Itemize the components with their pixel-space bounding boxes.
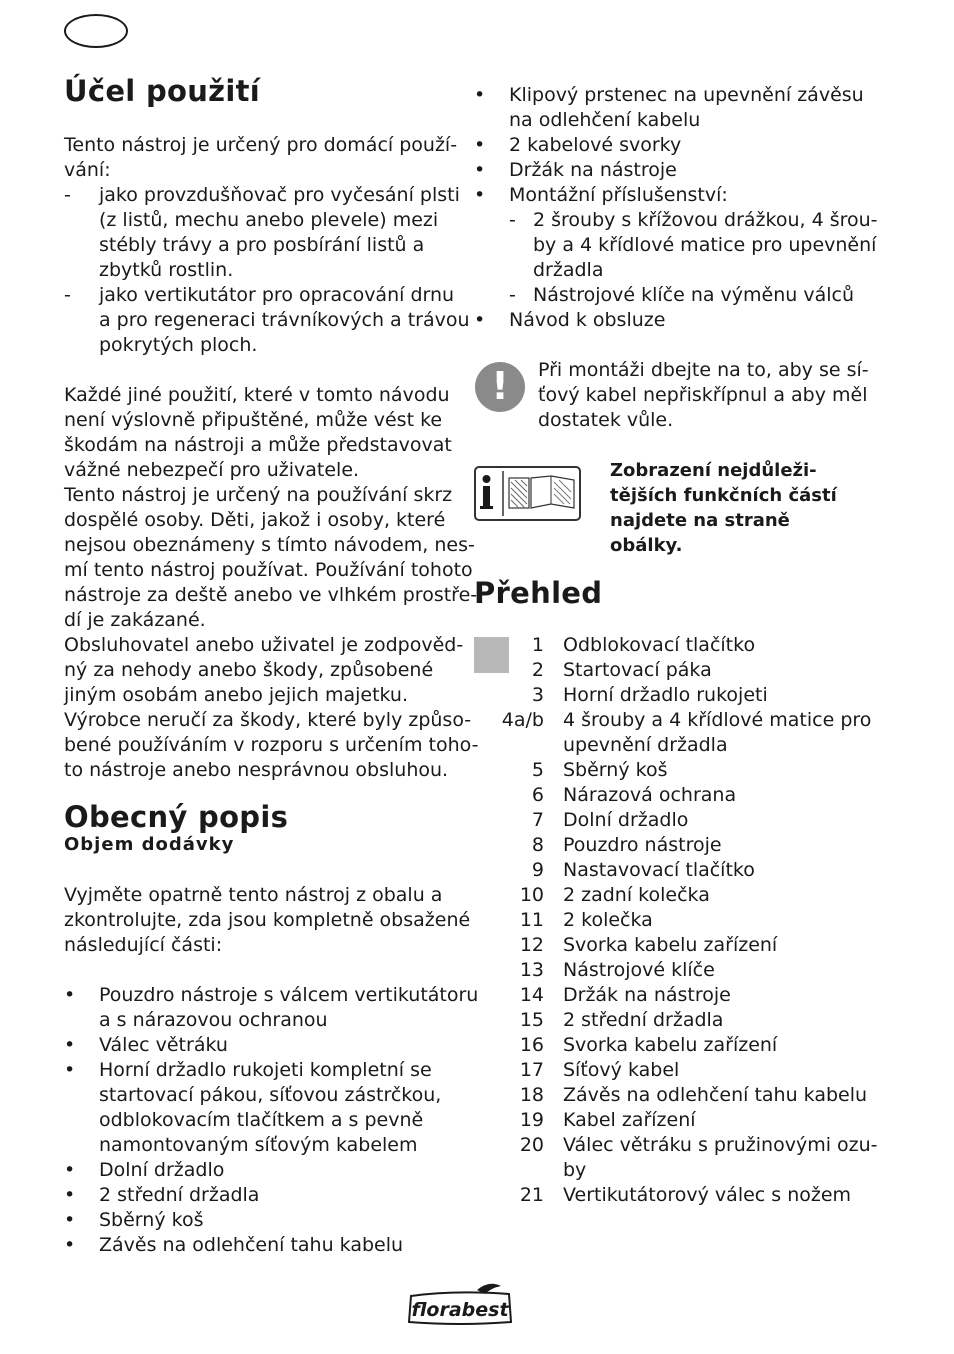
list-item <box>474 983 874 1008</box>
list-item <box>474 183 874 208</box>
list-item <box>474 1183 874 1208</box>
text-line: Návod k obsluze <box>509 309 666 331</box>
list-item <box>474 858 874 883</box>
text-line: jako provzdušňovač pro vyčesání plsti <box>99 184 460 206</box>
text-line: nejsou obeznámeny s tímto návodem, nes- <box>64 534 475 556</box>
item-number: 5 <box>531 759 544 781</box>
text-line: Tento nástroj je určený na používání skrz <box>64 484 453 506</box>
list-item <box>474 1133 878 1183</box>
text-line: Držák na nástroje <box>509 159 677 181</box>
text-line: obálky. <box>610 535 683 556</box>
list-item <box>474 833 874 858</box>
item-number: 1 <box>531 634 544 656</box>
item-number: 2 <box>531 659 544 681</box>
text-line: upevnění držadla <box>563 734 728 756</box>
info-book-icon <box>474 466 581 521</box>
item-number: 14 <box>519 984 544 1006</box>
text-line: Montážní příslušenství: <box>509 184 728 206</box>
text-line: Sběrný koš <box>99 1209 204 1231</box>
text-line: Závěs na odlehčení tahu kabelu <box>99 1234 404 1256</box>
list-item <box>64 1033 454 1058</box>
uses-list <box>64 183 470 358</box>
text-line: to nástroje anebo nesprávnou obsluhou. <box>64 759 449 781</box>
bullet-mark: • <box>474 84 486 106</box>
list-item <box>64 1233 454 1258</box>
text-line: Horní držadlo rukojeti kompletní se <box>99 1059 432 1081</box>
usage-paragraph <box>64 383 479 783</box>
text-line: zbytků rostlin. <box>99 259 234 281</box>
item-number: 4a/b <box>501 709 544 731</box>
text-line: startovací pákou, síťovou zástrčkou, <box>99 1084 442 1106</box>
list-item <box>474 908 874 933</box>
text-line: Válec větráku s pružinovými ozu- <box>563 1134 878 1156</box>
logo-text: florabest <box>411 1299 509 1321</box>
text-line: 2 šrouby s křížovou drážkou, 4 šrou- <box>533 209 878 231</box>
list-item <box>64 983 479 1033</box>
text-line: Horní držadlo rukojeti <box>563 684 768 706</box>
list-item <box>474 783 874 808</box>
item-number: 10 <box>519 884 544 906</box>
list-item <box>474 133 874 158</box>
text-line: Vyjměte opatrně tento nástroj z obalu a <box>64 884 443 906</box>
item-number: 16 <box>519 1034 544 1056</box>
list-item <box>474 633 874 658</box>
text-line: Nárazová ochrana <box>563 784 737 806</box>
text-line: Nastavovací tlačítko <box>563 859 755 881</box>
text-line: Svorka kabelu zařízení <box>563 934 778 956</box>
bullet-mark: • <box>474 159 486 181</box>
bullet-mark: • <box>64 984 76 1006</box>
list-item <box>474 683 874 708</box>
text-line: stébly trávy a pro posbírání listů a <box>99 234 425 256</box>
list-item <box>474 933 874 958</box>
list-item <box>474 758 874 783</box>
text-line: a pro regeneraci trávníkových a trávou <box>99 309 470 331</box>
language-badge <box>64 14 128 48</box>
text-line: Nástrojové klíče <box>563 959 715 981</box>
text-line: Závěs na odlehčení tahu kabelu <box>563 1084 868 1106</box>
list-item <box>474 1108 874 1133</box>
text-line: Výrobce neručí za škody, které byly způso- <box>64 709 472 731</box>
text-line: 2 střední držadla <box>563 1009 724 1031</box>
list-item <box>474 1008 874 1033</box>
list-item <box>64 1208 454 1233</box>
text-line: dí je zakázané. <box>64 609 206 631</box>
text-line: Každé jiné použití, které v tomto návodu <box>64 384 450 406</box>
dash-mark: - <box>509 284 516 306</box>
item-number: 12 <box>519 934 544 956</box>
text-line: vážné nebezpečí pro uživatele. <box>64 459 360 481</box>
list-item <box>474 1058 874 1083</box>
text-line: Držák na nástroje <box>563 984 731 1006</box>
text-line: na odlehčení kabelu <box>509 109 701 131</box>
text-line: škodám na nástroji a může představovat <box>64 434 452 456</box>
list-item <box>474 883 874 908</box>
text-line: Válec větráku <box>99 1034 228 1056</box>
text-line: Odblokovací tlačítko <box>563 634 756 656</box>
text-line: Kabel zařízení <box>563 1109 696 1131</box>
text-line: pokrytých ploch. <box>99 334 258 356</box>
text-line: nástroje za deště anebo ve vlhkém prostře- <box>64 584 478 606</box>
florabest-logo <box>405 1282 517 1328</box>
text-line: Síťový kabel <box>563 1059 680 1081</box>
info-text <box>610 458 870 558</box>
text-line: 2 kabelové svorky <box>509 134 682 156</box>
item-number: 18 <box>519 1084 544 1106</box>
bullet-mark: • <box>64 1159 76 1181</box>
dash-mark: - <box>509 209 516 231</box>
text-line: Klipový prstenec na upevnění závěsu <box>509 84 864 106</box>
bullet-mark: • <box>474 309 486 331</box>
list-item <box>474 1083 874 1108</box>
text-line: a s nárazovou ochranou <box>99 1009 328 1031</box>
text-line: Zobrazení nejdůleži- <box>610 460 817 481</box>
item-number: 9 <box>531 859 544 881</box>
text-line: Vertikutátorový válec s nožem <box>563 1184 852 1206</box>
text-line: ný za nehody anebo škody, způsobené <box>64 659 434 681</box>
text-line: 2 kolečka <box>563 909 653 931</box>
text-line: (z listů, mechu anebo plevele) mezi <box>99 209 439 231</box>
text-line: jako vertikutátor pro opracování drnu <box>99 284 455 306</box>
list-item <box>64 1158 454 1183</box>
text-line: Nástrojové klíče na výměnu válců <box>533 284 855 306</box>
list-item <box>64 183 460 283</box>
text-line: Dolní držadlo <box>563 809 689 831</box>
text-line: Startovací páka <box>563 659 712 681</box>
text-line: tějších funkčních částí <box>610 485 837 506</box>
list-item <box>64 1183 454 1208</box>
item-number: 13 <box>519 959 544 981</box>
text-line: Svorka kabelu zařízení <box>563 1034 778 1056</box>
text-line: najdete na straně <box>610 510 790 531</box>
item-number: 17 <box>519 1059 544 1081</box>
list-item <box>474 658 874 683</box>
warning-text <box>538 358 868 433</box>
item-number: 21 <box>519 1184 544 1206</box>
text-line: by a 4 křídlové matice pro upevnění <box>533 234 877 256</box>
text-line: 2 zadní kolečka <box>563 884 710 906</box>
subheading-delivery: Objem dodávky <box>64 834 235 855</box>
text-line: Pouzdro nástroje s válcem vertikutátoru <box>99 984 479 1006</box>
text-line: odblokovacím tlačítkem a s pevně <box>99 1109 424 1131</box>
list-item <box>474 83 874 133</box>
text-line: bené používáním v rozporu s určením toho- <box>64 734 479 756</box>
list-item <box>474 1033 874 1058</box>
heading-general-description: Obecný popis <box>64 800 289 834</box>
bullet-mark: • <box>64 1034 76 1056</box>
intended-use-intro <box>64 133 458 183</box>
text-line: dostatek vůle. <box>538 409 674 431</box>
text-line: dospělé osoby. Děti, jakož i osoby, které <box>64 509 446 531</box>
text-line: Dolní držadlo <box>99 1159 225 1181</box>
accessories-list <box>474 83 878 333</box>
item-number: 20 <box>519 1134 544 1156</box>
text-line: Při montáži dbejte na to, aby se sí- <box>538 359 869 381</box>
list-item <box>474 308 874 333</box>
text-line: Pouzdro nástroje <box>563 834 722 856</box>
text-line: držadla <box>533 259 604 281</box>
list-item <box>474 958 874 983</box>
item-number: 15 <box>519 1009 544 1031</box>
bullet-mark: • <box>64 1184 76 1206</box>
delivery-list <box>64 983 479 1258</box>
text-line: vání: <box>64 159 111 181</box>
text-line: namontovaným síťovým kabelem <box>99 1134 418 1156</box>
dash-mark: - <box>64 184 71 206</box>
text-line: není výslovně připuštěné, může vést ke <box>64 409 443 431</box>
text-line: Sběrný koš <box>563 759 668 781</box>
item-number: 11 <box>519 909 544 931</box>
text-line: jiným osobám anebo jejich majetku. <box>64 684 409 706</box>
item-number: 6 <box>531 784 544 806</box>
list-item <box>64 283 470 358</box>
text-line: by <box>563 1159 587 1181</box>
list-item <box>474 158 874 183</box>
list-item <box>64 1058 454 1158</box>
dash-mark: - <box>64 284 71 306</box>
item-number: 19 <box>519 1109 544 1131</box>
list-item <box>509 208 878 283</box>
heading-intended-use: Účel použití <box>64 74 260 108</box>
delivery-intro <box>64 883 471 958</box>
text-line: zkontrolujte, zda jsou kompletně obsažené <box>64 909 471 931</box>
bullet-mark: • <box>474 134 486 156</box>
overview-list <box>474 633 878 1208</box>
text-line: následující části: <box>64 934 223 956</box>
bullet-mark: • <box>64 1059 76 1081</box>
text-line: mí tento nástroj používat. Používání tohoto <box>64 559 473 581</box>
bullet-mark: • <box>474 184 486 206</box>
item-number: 7 <box>531 809 544 831</box>
text-line: ťový kabel nepřiskřípnul a aby měl <box>538 384 868 406</box>
list-item <box>474 708 874 758</box>
heading-overview: Přehled <box>474 576 603 610</box>
item-number: 8 <box>531 834 544 856</box>
bullet-mark: • <box>64 1209 76 1231</box>
list-item <box>509 283 874 308</box>
list-item <box>474 808 874 833</box>
item-number: 3 <box>531 684 544 706</box>
text-line: 4 šrouby a 4 křídlové matice pro <box>563 709 872 731</box>
text-line: Obsluhovatel anebo uživatel je zodpověd- <box>64 634 464 656</box>
text-line: 2 střední držadla <box>99 1184 260 1206</box>
text-line: Tento nástroj je určený pro domácí použí- <box>64 134 458 156</box>
bullet-mark: • <box>64 1234 76 1256</box>
warning-icon: ! <box>475 362 525 412</box>
